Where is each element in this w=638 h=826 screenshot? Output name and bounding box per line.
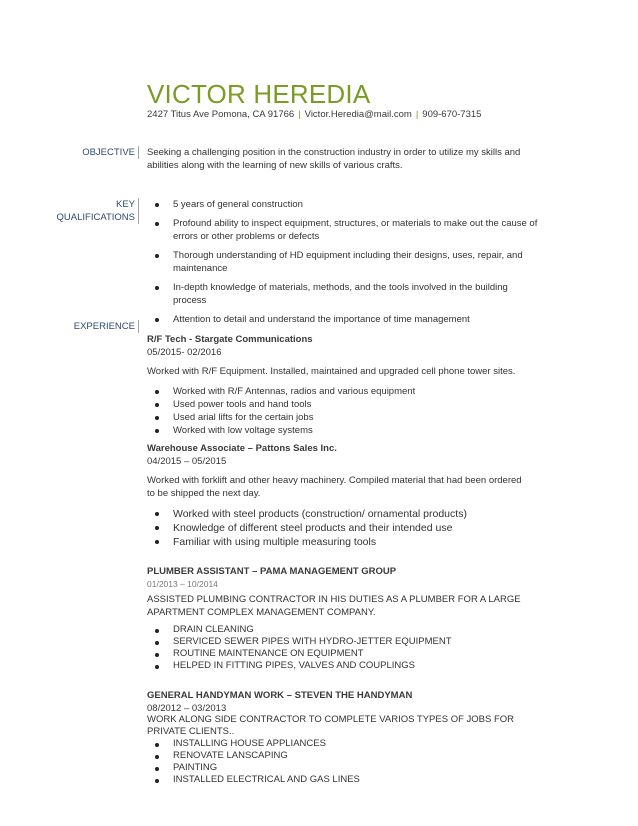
bullet-icon	[155, 429, 159, 433]
job-bullets	[147, 738, 547, 786]
bullet-icon	[155, 653, 159, 657]
list-item: INSTALLED ELECTRICAL AND GAS LINES	[147, 774, 547, 786]
job-dates: 01/2013 – 10/2014	[147, 579, 218, 589]
qualifications-list	[147, 198, 541, 326]
job-description: WORK ALONG SIDE CONTRACTOR TO COMPLETE VARIOS TYPES OF JOBS FOR PRIVATE CLIENTS..	[147, 714, 515, 737]
list-item: SERVICED SEWER PIPES WITH HYDRO-JETTER EQUIPMENT	[147, 636, 547, 648]
job-title: GENERAL HANDYMAN WORK – STEVEN THE HANDYMAN	[147, 690, 413, 701]
list-item: Profound ability to inspect equipment, structures, or materials to make out the cause of errors or other problems or defects	[147, 217, 541, 243]
list-item: Knowledge of different steel products and their intended use	[147, 521, 567, 535]
job-bullets	[147, 385, 547, 437]
job-title: PLUMBER ASSISTANT – PAMA MANAGEMENT GROUP	[147, 566, 397, 577]
list-item: Used arial lifts for the certain jobs	[147, 411, 547, 424]
experience-label: EXPERIENCE	[73, 321, 135, 332]
bullet-icon	[155, 629, 159, 633]
objective-label: OBJECTIVE	[82, 147, 135, 158]
bullet-icon	[155, 743, 159, 747]
list-item: DRAIN CLEANING	[147, 624, 547, 636]
section-divider	[138, 198, 139, 224]
contact-line	[147, 109, 481, 120]
resume-name: VICTOR HEREDIA	[147, 79, 371, 109]
job-title: Warehouse Associate – Pattons Sales Inc.	[147, 443, 337, 454]
bullet-icon	[155, 403, 159, 407]
address: 2427 Titus Ave Pomona, CA 91766	[147, 109, 295, 120]
job-bullets	[147, 624, 547, 672]
list-item: RENOVATE LANSCAPING	[147, 750, 547, 762]
list-item: ROUTINE MAINTENANCE ON EQUIPMENT	[147, 648, 547, 660]
bullet-icon	[155, 512, 159, 516]
bullet-icon	[155, 416, 159, 420]
list-item: Worked with steel products (construction/ ornamental products)	[147, 507, 567, 521]
bullet-icon	[155, 203, 159, 207]
list-item: HELPED IN FITTING PIPES, VALVES AND COUPLINGS	[147, 660, 547, 672]
bullet-icon	[155, 526, 159, 530]
bullet-icon	[155, 641, 159, 645]
job-description: Worked with R/F Equipment. Installed, maintained and upgraded cell phone tower sites.	[147, 366, 516, 377]
bullet-icon	[155, 222, 159, 226]
qualifications-label-line1: KEY	[115, 199, 135, 210]
section-divider	[138, 146, 139, 159]
objective-text: Seeking a challenging position in the construction industry in order to utilize my skills and abilities along with the learning of new skills of various crafts.	[147, 147, 521, 171]
list-item: 5 years of general construction	[147, 198, 541, 211]
list-item: Worked with R/F Antennas, radios and various equipment	[147, 385, 547, 398]
bullet-icon	[155, 755, 159, 759]
job-description: ASSISTED PLUMBING CONTRACTOR IN HIS DUTIES AS A PLUMBER FOR A LARGE APARTMENT COMPLEX MANAGEMENT COMPANY.	[147, 594, 521, 618]
job-dates: 05/2015- 02/2016	[147, 347, 222, 358]
list-item: Worked with low voltage systems	[147, 424, 547, 437]
list-item: INSTALLING HOUSE APPLIANCES	[147, 738, 547, 750]
qualifications-label-line2: QUALIFICATIONS	[56, 212, 135, 223]
bullet-icon	[155, 318, 159, 322]
job-description: Worked with forklift and other heavy machinery. Compiled material that had been ordered to be shipped the next day.	[147, 475, 522, 499]
bullet-icon	[155, 779, 159, 783]
bullet-icon	[155, 767, 159, 771]
bullet-icon	[155, 390, 159, 394]
job-title: R/F Tech - Stargate Communications	[147, 334, 313, 345]
qualifications-label	[20, 198, 135, 224]
job-dates: 08/2012 – 03/2013	[147, 703, 227, 714]
list-item: In-depth knowledge of materials, methods, and the tools involved in the building process	[147, 281, 541, 307]
job-dates: 04/2015 – 05/2015	[147, 456, 227, 467]
bullet-icon	[155, 254, 159, 258]
bullet-icon	[155, 286, 159, 290]
job-bullets	[147, 507, 567, 549]
email[interactable]: Victor.Heredia@mail.com	[304, 109, 412, 120]
list-item: Attention to detail and understand the importance of time management	[147, 313, 541, 326]
bullet-icon	[155, 540, 159, 544]
bullet-icon	[155, 665, 159, 669]
phone: 909-670-7315	[422, 109, 482, 120]
section-divider	[138, 320, 139, 333]
list-item: PAINTING	[147, 762, 547, 774]
list-item: Used power tools and hand tools	[147, 398, 547, 411]
list-item: Familiar with using multiple measuring tools	[147, 535, 567, 549]
separator: |	[415, 109, 419, 120]
separator: |	[298, 109, 301, 120]
list-item: Thorough understanding of HD equipment including their designs, uses, repair, and maintenance	[147, 249, 541, 275]
